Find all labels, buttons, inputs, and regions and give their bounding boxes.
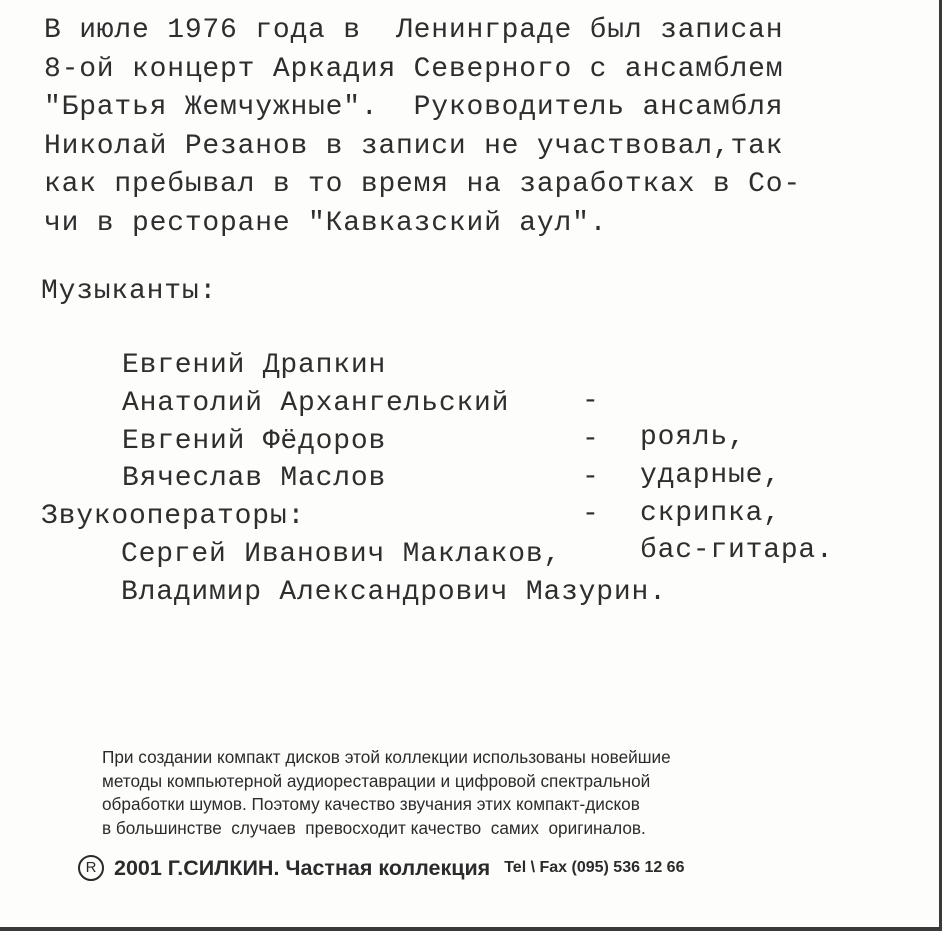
engineers-heading: Звукооператоры: — [41, 501, 306, 532]
contact-phone: Tel \ Fax (095) 536 12 66 — [504, 859, 685, 876]
intro-line: как пребывал в то время на заработках в Со- — [44, 169, 801, 200]
musician-name: Евгений Драпкин — [122, 350, 387, 381]
musician-dash: - — [582, 499, 600, 530]
musician-name: Вячеслав Маслов — [122, 463, 387, 494]
musician-dash: - — [582, 386, 600, 417]
intro-paragraph — [44, 12, 904, 243]
engineer-name: Владимир Александрович Мазурин. — [121, 577, 667, 608]
copyright-text: 2001 Г.СИЛКИН. Частная коллекция — [114, 855, 491, 880]
registered-mark-icon: R — [78, 855, 104, 881]
note-line: обработки шумов. Поэтому качество звучания этих компакт-дисков — [102, 794, 640, 814]
musician-dash: - — [582, 462, 600, 493]
musician-instrument: бас-гитара. — [640, 535, 834, 566]
engineer-name: Сергей Иванович Маклаков, — [121, 539, 562, 570]
intro-line: Николай Резанов в записи не участвовал,так — [44, 130, 784, 162]
musician-dash: - — [582, 424, 600, 455]
copyright-footer — [78, 855, 684, 881]
note-line: методы компьютерной аудиореставрации и цифровой спектральной — [102, 770, 651, 791]
musician-instrument: рояль, — [640, 422, 746, 453]
intro-line: В июле 1976 года в Ленинграде был записан — [44, 15, 784, 46]
intro-line: "Братья Жемчужные". Руководитель ансамбля — [44, 92, 784, 123]
intro-line: чи в ресторане "Кавказский аул". — [44, 207, 608, 239]
musicians-heading: Музыканты: — [41, 276, 218, 307]
intro-line: 8-ой концерт Аркадия Северного с ансамблем — [44, 53, 784, 85]
musician-instrument: ударные, — [640, 460, 781, 491]
musician-name: Евгений Фёдоров — [122, 426, 387, 457]
musician-name: Анатолий Архангельский — [122, 388, 510, 419]
note-line: При создании компакт дисков этой коллекции использованы новейшие — [102, 747, 671, 767]
restoration-note — [102, 746, 842, 840]
note-line: в большинстве случаев превосходит качество самих оригиналов. — [102, 817, 646, 838]
musician-instrument: скрипка, — [640, 498, 781, 529]
